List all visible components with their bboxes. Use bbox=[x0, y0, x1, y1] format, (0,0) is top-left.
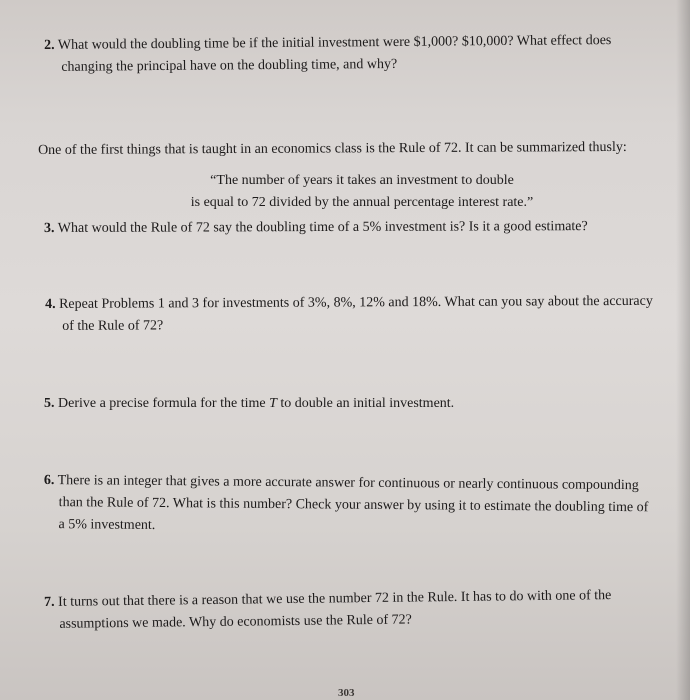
question-text-continued: changing the principal have on the doubling time, and why? bbox=[61, 56, 398, 75]
question-4 bbox=[45, 291, 653, 338]
question-text: It turns out that there is a reason that we use the number 72 in the Rule. It has to do with one of the bbox=[58, 588, 612, 610]
question-text: There is an integer that gives a more accurate answer for continuous or nearly continuous compounding bbox=[57, 473, 639, 494]
question-7 bbox=[44, 585, 612, 636]
question-text-continued: assumptions we made. Why do economists use the Rule of 72? bbox=[59, 612, 412, 632]
rule-of-72-quote bbox=[177, 170, 547, 214]
page-edge-shadow bbox=[676, 0, 690, 700]
question-text-continued: of the Rule of 72? bbox=[62, 318, 164, 334]
question-2 bbox=[44, 30, 612, 79]
question-5 bbox=[44, 393, 454, 415]
question-text: Derive a precise formula for the time bbox=[58, 396, 270, 411]
question-number: 4. bbox=[45, 296, 56, 312]
question-number: 7. bbox=[44, 594, 55, 610]
question-text: Repeat Problems 1 and 3 for investments of 3%, 8%, 12% and 18%. What can you say about the accuracy bbox=[59, 293, 653, 312]
question-6 bbox=[43, 470, 648, 541]
quote-line-2: is equal to 72 divided by the annual percentage interest rate.” bbox=[190, 195, 534, 210]
page-number: 303 bbox=[338, 687, 355, 699]
question-3 bbox=[44, 216, 588, 240]
question-text: What would the doubling time be if the initial investment were $1,000? $10,000? What effect does bbox=[57, 33, 612, 53]
question-number: 3. bbox=[44, 220, 55, 236]
question-text-end: to double an initial investment. bbox=[276, 396, 455, 411]
rule-of-72-intro bbox=[38, 137, 627, 162]
question-text: What would the Rule of 72 say the doubling time of a 5% investment is? Is it a good estimate? bbox=[57, 219, 588, 236]
quote-line-1: “The number of years it takes an investment to double bbox=[210, 173, 514, 188]
question-number: 6. bbox=[43, 472, 55, 489]
question-number: 2. bbox=[44, 37, 55, 53]
question-text-continued: a 5% investment. bbox=[58, 517, 156, 533]
variable-t: T bbox=[269, 396, 277, 411]
question-text-continued: than the Rule of 72. What is this number? Check your answer by using it to estimate the doubling time of bbox=[58, 495, 649, 516]
question-number: 5. bbox=[44, 396, 55, 411]
intro-text: One of the first things that is taught in an economics class is the Rule of 72. It can be summarized thusly: bbox=[38, 139, 627, 158]
